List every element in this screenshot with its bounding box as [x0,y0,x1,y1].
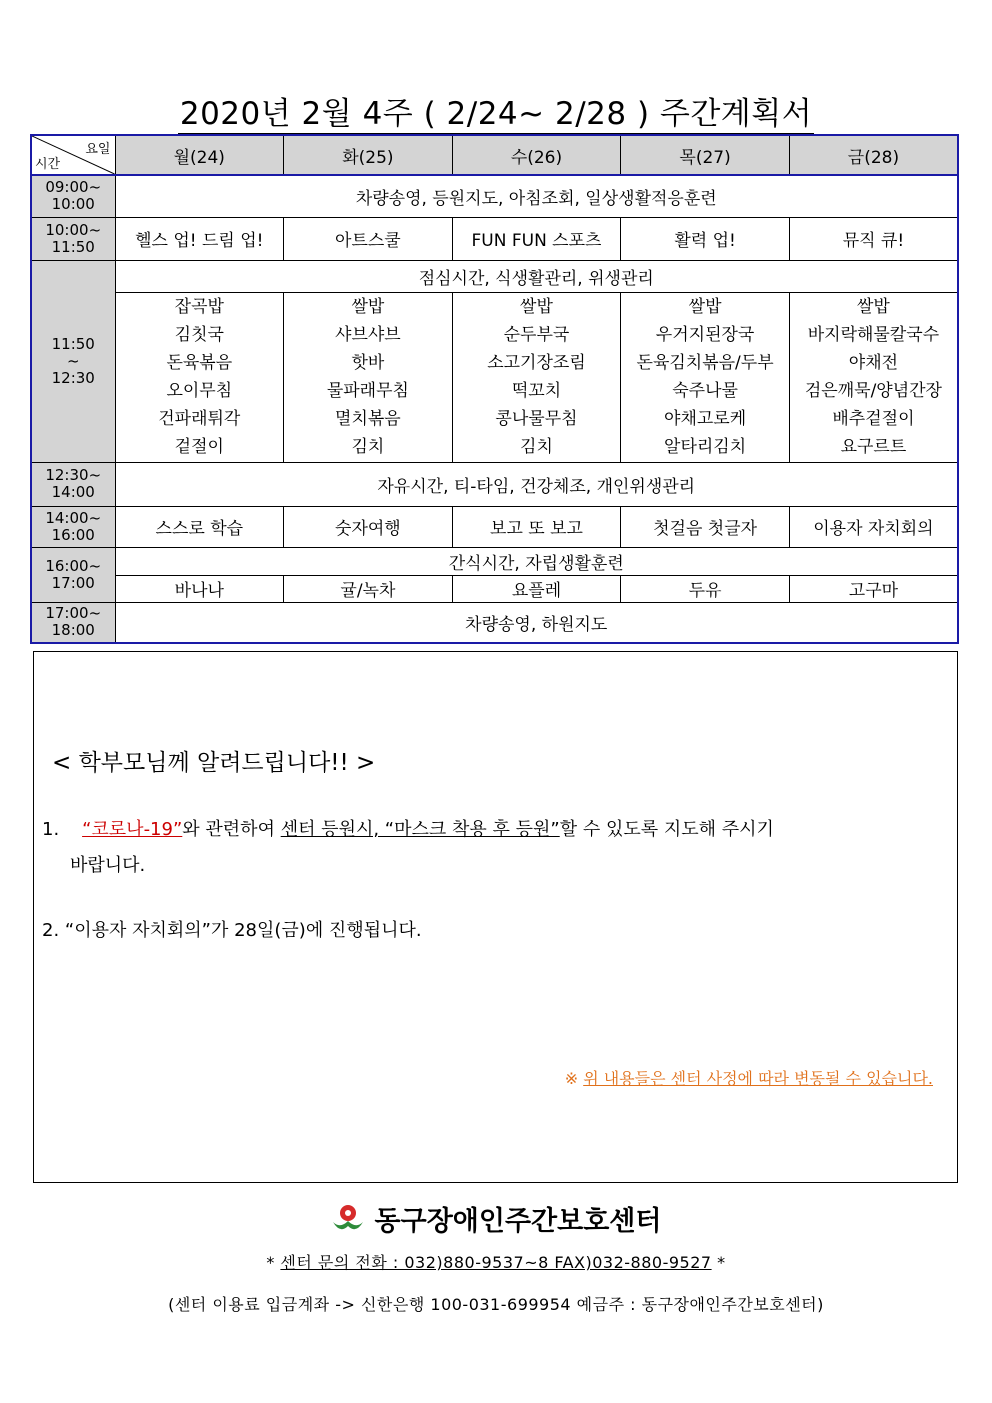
snack-row [31,575,958,602]
activity-cell: 차량송영, 하원지도 [115,602,958,643]
table-row [31,506,958,547]
activity-cell: 점심시간, 식생활관리, 위생관리 [115,260,958,292]
corner-day-label: 요일 [85,142,111,157]
snack-cell: 두유 [621,575,790,602]
table-row [31,462,958,506]
program-cell: 이용자 자치회의 [789,506,958,547]
menu-cell-mon: 잡곡밥 김칫국 돈육볶음 오이무침 건파래튀각 겉절이 [115,292,284,462]
program-cell: 보고 또 보고 [452,506,621,547]
activity-cell: 차량송영, 등원지도, 아침조회, 일상생활적응훈련 [115,175,958,217]
corner-time-label: 시간 [35,157,61,172]
page-title: 2020년 2월 4주 ( 2/24~ 2/28 ) 주간계획서 [0,88,992,133]
table-header-row [31,135,958,175]
table-corner-cell [31,135,115,175]
time-slot: 14:00~ 16:00 [31,506,115,547]
menu-cell-tue: 쌀밥 샤브샤브 핫바 물파래무침 멸치볶음 김치 [284,292,453,462]
activity-cell: 자유시간, 티-타임, 건강체조, 개인위생관리 [115,462,958,506]
lunch-menu-row [31,292,958,462]
time-slot: 17:00~ 18:00 [31,602,115,643]
snack-cell: 요플레 [452,575,621,602]
table-row [31,547,958,575]
notice-item-2: 2. “이용자 자치회의”가 28일(금)에 진행됩니다. [42,920,422,941]
snack-cell: 바나나 [115,575,284,602]
time-slot: 11:50 ~ 12:30 [31,260,115,462]
time-slot: 09:00~ 10:00 [31,175,115,217]
program-cell: 숫자여행 [284,506,453,547]
table-row [31,260,958,292]
program-cell: 첫걸음 첫글자 [621,506,790,547]
activity-cell: 간식시간, 자립생활훈련 [115,547,958,575]
program-cell: 활력 업! [621,217,790,260]
snack-cell: 귤/녹차 [284,575,453,602]
covid-highlight: “코로나-19” [82,819,183,840]
center-logo [0,1199,992,1241]
day-header-mon: 월(24) [115,135,284,175]
notice-item-1: 1. “코로나-19”와 관련하여 센터 등원시, “마스크 착용 후 등원”할 수 있도록 지도해 주시기 바랍니다. [42,819,774,876]
time-slot: 16:00~ 17:00 [31,547,115,602]
menu-cell-wed: 쌀밥 순두부국 소고기장조림 떡꼬치 콩나물무침 김치 [452,292,621,462]
notice-heading: < 학부모님께 알려드립니다!! > [52,750,376,776]
program-cell: 스스로 학습 [115,506,284,547]
day-header-wed: 수(26) [452,135,621,175]
program-cell: FUN FUN 스포츠 [452,217,621,260]
center-logo-icon [331,1204,365,1241]
weekly-schedule-table [30,134,959,644]
time-slot: 12:30~ 14:00 [31,462,115,506]
program-cell: 헬스 업! 드림 업! [115,217,284,260]
day-header-fri: 금(28) [789,135,958,175]
mask-instruction: 센터 등원시, “마스크 착용 후 등원” [280,819,560,840]
table-row [31,217,958,260]
contact-line: * 센터 문의 전화 : 032)880-9537~8 FAX)032-880-9527 * [266,1253,726,1272]
day-header-tue: 화(25) [284,135,453,175]
table-row [31,602,958,643]
bank-account-line: (센터 이용료 입금계좌 -> 신한은행 100-031-699954 예금주 : 동구장애인주간보호센터) [168,1295,824,1314]
center-name: 동구장애인주간보호센터 [374,1206,662,1237]
day-header-thu: 목(27) [621,135,790,175]
notice-box [33,651,958,1183]
menu-cell-thu: 쌀밥 우거지된장국 돈육김치볶음/두부 숙주나물 야채고로케 알타리김치 [621,292,790,462]
snack-cell: 고구마 [789,575,958,602]
program-cell: 아트스쿨 [284,217,453,260]
table-row [31,175,958,217]
program-cell: 뮤직 큐! [789,217,958,260]
menu-cell-fri: 쌀밥 바지락해물칼국수 야채전 검은깨묵/양념간장 배추겉절이 요구르트 [789,292,958,462]
time-slot: 10:00~ 11:50 [31,217,115,260]
notice-footnote: ※ 위 내용들은 센터 사정에 따라 변동될 수 있습니다. [564,1069,933,1088]
